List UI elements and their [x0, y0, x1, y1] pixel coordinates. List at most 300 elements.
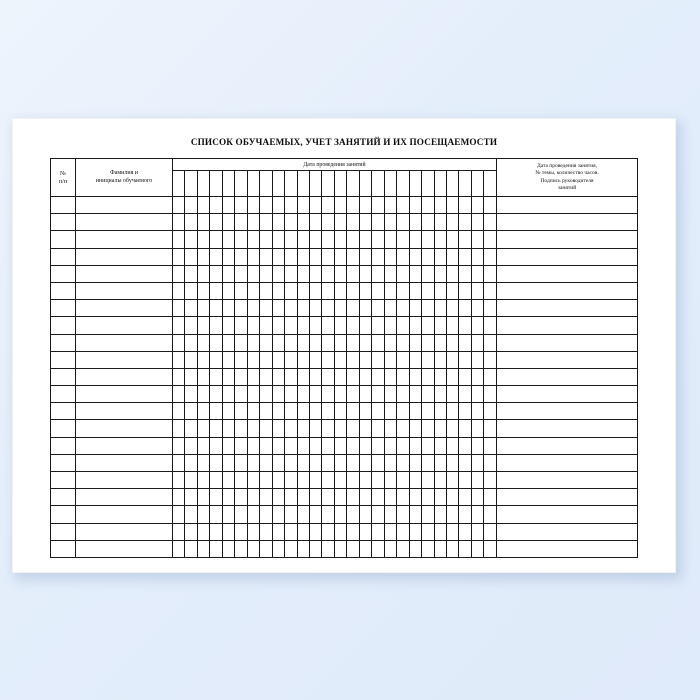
cell-attendance-mark[interactable] [471, 282, 483, 299]
cell-number[interactable] [51, 454, 76, 471]
cell-attendance-mark[interactable] [173, 540, 185, 557]
cell-attendance-mark[interactable] [197, 351, 209, 368]
cell-attendance-mark[interactable] [384, 437, 396, 454]
cell-attendance-mark[interactable] [173, 454, 185, 471]
cell-attendance-mark[interactable] [185, 214, 197, 231]
cell-attendance-mark[interactable] [285, 472, 297, 489]
cell-attendance-mark[interactable] [409, 386, 421, 403]
cell-attendance-mark[interactable] [222, 197, 234, 214]
cell-attendance-mark[interactable] [285, 437, 297, 454]
cell-lesson-note[interactable] [497, 368, 638, 385]
cell-attendance-mark[interactable] [484, 368, 497, 385]
cell-attendance-mark[interactable] [185, 540, 197, 557]
cell-attendance-mark[interactable] [422, 506, 434, 523]
cell-attendance-mark[interactable] [409, 197, 421, 214]
cell-attendance-mark[interactable] [359, 506, 371, 523]
cell-attendance-mark[interactable] [260, 386, 272, 403]
cell-attendance-mark[interactable] [185, 317, 197, 334]
cell-attendance-mark[interactable] [397, 506, 409, 523]
cell-attendance-mark[interactable] [409, 523, 421, 540]
cell-number[interactable] [51, 265, 76, 282]
cell-attendance-mark[interactable] [297, 454, 309, 471]
cell-attendance-mark[interactable] [372, 540, 384, 557]
cell-attendance-mark[interactable] [247, 351, 259, 368]
cell-attendance-mark[interactable] [372, 368, 384, 385]
cell-lesson-note[interactable] [497, 437, 638, 454]
cell-attendance-mark[interactable] [322, 386, 334, 403]
cell-number[interactable] [51, 334, 76, 351]
cell-attendance-mark[interactable] [484, 300, 497, 317]
cell-attendance-mark[interactable] [235, 197, 247, 214]
cell-attendance-mark[interactable] [222, 506, 234, 523]
cell-attendance-mark[interactable] [260, 214, 272, 231]
cell-attendance-mark[interactable] [222, 334, 234, 351]
cell-attendance-mark[interactable] [372, 282, 384, 299]
cell-attendance-mark[interactable] [297, 248, 309, 265]
cell-attendance-mark[interactable] [173, 420, 185, 437]
cell-attendance-mark[interactable] [235, 317, 247, 334]
cell-attendance-mark[interactable] [173, 523, 185, 540]
cell-attendance-mark[interactable] [409, 214, 421, 231]
cell-attendance-mark[interactable] [372, 489, 384, 506]
cell-attendance-mark[interactable] [471, 489, 483, 506]
cell-attendance-mark[interactable] [384, 265, 396, 282]
cell-attendance-mark[interactable] [197, 214, 209, 231]
cell-attendance-mark[interactable] [446, 248, 458, 265]
cell-attendance-mark[interactable] [372, 351, 384, 368]
cell-attendance-mark[interactable] [260, 265, 272, 282]
cell-attendance-mark[interactable] [260, 317, 272, 334]
cell-attendance-mark[interactable] [210, 472, 222, 489]
cell-attendance-mark[interactable] [297, 489, 309, 506]
cell-attendance-mark[interactable] [197, 265, 209, 282]
cell-attendance-mark[interactable] [285, 506, 297, 523]
cell-attendance-mark[interactable] [372, 472, 384, 489]
cell-attendance-mark[interactable] [222, 214, 234, 231]
cell-attendance-mark[interactable] [285, 420, 297, 437]
cell-attendance-mark[interactable] [247, 282, 259, 299]
cell-attendance-mark[interactable] [434, 214, 446, 231]
cell-attendance-mark[interactable] [210, 317, 222, 334]
cell-attendance-mark[interactable] [322, 368, 334, 385]
cell-attendance-mark[interactable] [322, 403, 334, 420]
cell-attendance-mark[interactable] [247, 437, 259, 454]
cell-attendance-mark[interactable] [334, 300, 346, 317]
cell-attendance-mark[interactable] [185, 386, 197, 403]
cell-attendance-mark[interactable] [446, 334, 458, 351]
cell-attendance-mark[interactable] [334, 403, 346, 420]
cell-attendance-mark[interactable] [359, 214, 371, 231]
cell-attendance-mark[interactable] [359, 523, 371, 540]
cell-attendance-mark[interactable] [446, 282, 458, 299]
cell-attendance-mark[interactable] [210, 368, 222, 385]
cell-student-name[interactable] [76, 454, 173, 471]
cell-attendance-mark[interactable] [397, 420, 409, 437]
cell-attendance-mark[interactable] [422, 265, 434, 282]
cell-attendance-mark[interactable] [322, 300, 334, 317]
cell-attendance-mark[interactable] [484, 437, 497, 454]
table-row[interactable] [51, 265, 638, 282]
cell-attendance-mark[interactable] [372, 265, 384, 282]
cell-attendance-mark[interactable] [185, 265, 197, 282]
cell-attendance-mark[interactable] [397, 540, 409, 557]
cell-attendance-mark[interactable] [322, 540, 334, 557]
cell-number[interactable] [51, 231, 76, 248]
cell-attendance-mark[interactable] [260, 300, 272, 317]
cell-attendance-mark[interactable] [459, 472, 471, 489]
cell-attendance-mark[interactable] [409, 489, 421, 506]
cell-attendance-mark[interactable] [459, 334, 471, 351]
cell-attendance-mark[interactable] [260, 454, 272, 471]
cell-attendance-mark[interactable] [235, 420, 247, 437]
cell-attendance-mark[interactable] [347, 437, 359, 454]
cell-attendance-mark[interactable] [322, 437, 334, 454]
cell-attendance-mark[interactable] [471, 454, 483, 471]
cell-attendance-mark[interactable] [210, 334, 222, 351]
cell-lesson-note[interactable] [497, 197, 638, 214]
cell-attendance-mark[interactable] [272, 282, 284, 299]
cell-student-name[interactable] [76, 437, 173, 454]
cell-attendance-mark[interactable] [235, 386, 247, 403]
table-row[interactable] [51, 523, 638, 540]
cell-attendance-mark[interactable] [471, 540, 483, 557]
cell-attendance-mark[interactable] [322, 351, 334, 368]
table-row[interactable] [51, 231, 638, 248]
cell-attendance-mark[interactable] [434, 197, 446, 214]
cell-attendance-mark[interactable] [197, 506, 209, 523]
cell-attendance-mark[interactable] [446, 214, 458, 231]
cell-attendance-mark[interactable] [397, 351, 409, 368]
table-row[interactable] [51, 386, 638, 403]
cell-attendance-mark[interactable] [173, 368, 185, 385]
cell-attendance-mark[interactable] [322, 282, 334, 299]
cell-attendance-mark[interactable] [222, 403, 234, 420]
cell-attendance-mark[interactable] [210, 248, 222, 265]
cell-attendance-mark[interactable] [359, 472, 371, 489]
cell-attendance-mark[interactable] [397, 300, 409, 317]
cell-attendance-mark[interactable] [372, 386, 384, 403]
cell-attendance-mark[interactable] [384, 317, 396, 334]
cell-attendance-mark[interactable] [222, 489, 234, 506]
cell-student-name[interactable] [76, 248, 173, 265]
cell-attendance-mark[interactable] [322, 454, 334, 471]
cell-attendance-mark[interactable] [222, 317, 234, 334]
cell-attendance-mark[interactable] [459, 214, 471, 231]
cell-attendance-mark[interactable] [397, 334, 409, 351]
cell-attendance-mark[interactable] [434, 472, 446, 489]
cell-attendance-mark[interactable] [222, 420, 234, 437]
cell-attendance-mark[interactable] [471, 334, 483, 351]
cell-number[interactable] [51, 248, 76, 265]
cell-attendance-mark[interactable] [210, 420, 222, 437]
cell-attendance-mark[interactable] [197, 437, 209, 454]
cell-attendance-mark[interactable] [459, 403, 471, 420]
table-row[interactable] [51, 282, 638, 299]
cell-attendance-mark[interactable] [347, 351, 359, 368]
cell-attendance-mark[interactable] [285, 231, 297, 248]
table-row[interactable] [51, 454, 638, 471]
cell-attendance-mark[interactable] [322, 197, 334, 214]
cell-attendance-mark[interactable] [260, 368, 272, 385]
cell-attendance-mark[interactable] [247, 420, 259, 437]
cell-attendance-mark[interactable] [397, 368, 409, 385]
cell-attendance-mark[interactable] [359, 489, 371, 506]
cell-attendance-mark[interactable] [446, 506, 458, 523]
cell-attendance-mark[interactable] [197, 454, 209, 471]
cell-attendance-mark[interactable] [235, 214, 247, 231]
cell-attendance-mark[interactable] [409, 334, 421, 351]
cell-attendance-mark[interactable] [422, 437, 434, 454]
cell-attendance-mark[interactable] [459, 317, 471, 334]
cell-attendance-mark[interactable] [484, 403, 497, 420]
cell-attendance-mark[interactable] [459, 351, 471, 368]
cell-attendance-mark[interactable] [409, 437, 421, 454]
cell-attendance-mark[interactable] [384, 472, 396, 489]
cell-attendance-mark[interactable] [297, 282, 309, 299]
cell-attendance-mark[interactable] [222, 386, 234, 403]
cell-attendance-mark[interactable] [309, 214, 321, 231]
cell-attendance-mark[interactable] [409, 248, 421, 265]
cell-attendance-mark[interactable] [272, 420, 284, 437]
cell-number[interactable] [51, 506, 76, 523]
cell-attendance-mark[interactable] [272, 472, 284, 489]
cell-attendance-mark[interactable] [372, 231, 384, 248]
cell-attendance-mark[interactable] [272, 231, 284, 248]
cell-attendance-mark[interactable] [484, 197, 497, 214]
cell-attendance-mark[interactable] [247, 386, 259, 403]
cell-attendance-mark[interactable] [235, 368, 247, 385]
cell-attendance-mark[interactable] [173, 282, 185, 299]
cell-attendance-mark[interactable] [372, 317, 384, 334]
cell-attendance-mark[interactable] [397, 265, 409, 282]
cell-attendance-mark[interactable] [173, 300, 185, 317]
cell-attendance-mark[interactable] [297, 197, 309, 214]
cell-attendance-mark[interactable] [334, 386, 346, 403]
cell-attendance-mark[interactable] [397, 231, 409, 248]
cell-attendance-mark[interactable] [247, 489, 259, 506]
cell-attendance-mark[interactable] [372, 300, 384, 317]
cell-attendance-mark[interactable] [446, 489, 458, 506]
cell-attendance-mark[interactable] [409, 506, 421, 523]
cell-attendance-mark[interactable] [309, 248, 321, 265]
cell-attendance-mark[interactable] [222, 248, 234, 265]
cell-lesson-note[interactable] [497, 248, 638, 265]
cell-attendance-mark[interactable] [372, 437, 384, 454]
cell-attendance-mark[interactable] [272, 334, 284, 351]
cell-lesson-note[interactable] [497, 420, 638, 437]
cell-attendance-mark[interactable] [247, 300, 259, 317]
cell-attendance-mark[interactable] [272, 248, 284, 265]
cell-attendance-mark[interactable] [235, 437, 247, 454]
cell-lesson-note[interactable] [497, 523, 638, 540]
cell-attendance-mark[interactable] [334, 351, 346, 368]
cell-attendance-mark[interactable] [359, 248, 371, 265]
cell-student-name[interactable] [76, 489, 173, 506]
table-row[interactable] [51, 472, 638, 489]
cell-attendance-mark[interactable] [484, 351, 497, 368]
cell-student-name[interactable] [76, 420, 173, 437]
cell-attendance-mark[interactable] [334, 489, 346, 506]
cell-attendance-mark[interactable] [347, 523, 359, 540]
cell-attendance-mark[interactable] [222, 472, 234, 489]
cell-attendance-mark[interactable] [397, 403, 409, 420]
cell-attendance-mark[interactable] [422, 523, 434, 540]
cell-attendance-mark[interactable] [459, 231, 471, 248]
cell-attendance-mark[interactable] [260, 231, 272, 248]
cell-attendance-mark[interactable] [197, 248, 209, 265]
cell-attendance-mark[interactable] [309, 523, 321, 540]
cell-attendance-mark[interactable] [359, 403, 371, 420]
cell-attendance-mark[interactable] [384, 454, 396, 471]
cell-attendance-mark[interactable] [297, 231, 309, 248]
cell-number[interactable] [51, 368, 76, 385]
cell-attendance-mark[interactable] [272, 403, 284, 420]
cell-attendance-mark[interactable] [422, 472, 434, 489]
cell-attendance-mark[interactable] [185, 420, 197, 437]
cell-student-name[interactable] [76, 403, 173, 420]
cell-student-name[interactable] [76, 197, 173, 214]
cell-attendance-mark[interactable] [285, 248, 297, 265]
cell-attendance-mark[interactable] [247, 317, 259, 334]
cell-attendance-mark[interactable] [446, 437, 458, 454]
cell-attendance-mark[interactable] [459, 265, 471, 282]
cell-attendance-mark[interactable] [272, 351, 284, 368]
cell-attendance-mark[interactable] [359, 231, 371, 248]
cell-attendance-mark[interactable] [334, 197, 346, 214]
cell-attendance-mark[interactable] [434, 265, 446, 282]
cell-attendance-mark[interactable] [384, 540, 396, 557]
cell-attendance-mark[interactable] [434, 334, 446, 351]
cell-attendance-mark[interactable] [222, 523, 234, 540]
cell-attendance-mark[interactable] [334, 248, 346, 265]
cell-attendance-mark[interactable] [471, 214, 483, 231]
cell-attendance-mark[interactable] [173, 437, 185, 454]
cell-attendance-mark[interactable] [297, 265, 309, 282]
cell-attendance-mark[interactable] [359, 334, 371, 351]
cell-attendance-mark[interactable] [247, 368, 259, 385]
cell-attendance-mark[interactable] [210, 214, 222, 231]
cell-attendance-mark[interactable] [372, 403, 384, 420]
cell-attendance-mark[interactable] [210, 506, 222, 523]
cell-attendance-mark[interactable] [173, 386, 185, 403]
cell-attendance-mark[interactable] [260, 197, 272, 214]
cell-attendance-mark[interactable] [446, 540, 458, 557]
cell-attendance-mark[interactable] [185, 368, 197, 385]
cell-attendance-mark[interactable] [210, 197, 222, 214]
cell-attendance-mark[interactable] [260, 351, 272, 368]
cell-attendance-mark[interactable] [272, 386, 284, 403]
cell-lesson-note[interactable] [497, 265, 638, 282]
cell-attendance-mark[interactable] [471, 300, 483, 317]
cell-attendance-mark[interactable] [309, 351, 321, 368]
cell-attendance-mark[interactable] [285, 214, 297, 231]
cell-attendance-mark[interactable] [359, 265, 371, 282]
cell-attendance-mark[interactable] [484, 472, 497, 489]
cell-attendance-mark[interactable] [185, 351, 197, 368]
cell-attendance-mark[interactable] [173, 197, 185, 214]
cell-attendance-mark[interactable] [459, 248, 471, 265]
cell-attendance-mark[interactable] [210, 265, 222, 282]
cell-attendance-mark[interactable] [309, 368, 321, 385]
cell-attendance-mark[interactable] [347, 454, 359, 471]
cell-attendance-mark[interactable] [471, 386, 483, 403]
cell-attendance-mark[interactable] [384, 506, 396, 523]
cell-attendance-mark[interactable] [446, 386, 458, 403]
cell-attendance-mark[interactable] [309, 403, 321, 420]
cell-attendance-mark[interactable] [309, 506, 321, 523]
cell-attendance-mark[interactable] [297, 420, 309, 437]
cell-attendance-mark[interactable] [434, 368, 446, 385]
cell-attendance-mark[interactable] [422, 351, 434, 368]
cell-attendance-mark[interactable] [471, 420, 483, 437]
cell-number[interactable] [51, 197, 76, 214]
cell-attendance-mark[interactable] [446, 403, 458, 420]
cell-attendance-mark[interactable] [309, 437, 321, 454]
cell-attendance-mark[interactable] [347, 420, 359, 437]
cell-attendance-mark[interactable] [359, 351, 371, 368]
cell-attendance-mark[interactable] [222, 351, 234, 368]
cell-attendance-mark[interactable] [347, 265, 359, 282]
cell-attendance-mark[interactable] [334, 420, 346, 437]
cell-attendance-mark[interactable] [459, 506, 471, 523]
cell-attendance-mark[interactable] [334, 540, 346, 557]
cell-attendance-mark[interactable] [309, 300, 321, 317]
cell-attendance-mark[interactable] [235, 282, 247, 299]
cell-attendance-mark[interactable] [459, 386, 471, 403]
cell-attendance-mark[interactable] [384, 489, 396, 506]
cell-attendance-mark[interactable] [471, 197, 483, 214]
cell-attendance-mark[interactable] [446, 231, 458, 248]
cell-attendance-mark[interactable] [484, 282, 497, 299]
cell-attendance-mark[interactable] [446, 197, 458, 214]
cell-attendance-mark[interactable] [334, 334, 346, 351]
cell-attendance-mark[interactable] [459, 437, 471, 454]
cell-attendance-mark[interactable] [297, 214, 309, 231]
cell-attendance-mark[interactable] [372, 334, 384, 351]
cell-attendance-mark[interactable] [334, 506, 346, 523]
cell-attendance-mark[interactable] [434, 540, 446, 557]
cell-attendance-mark[interactable] [397, 214, 409, 231]
cell-attendance-mark[interactable] [197, 368, 209, 385]
cell-attendance-mark[interactable] [260, 420, 272, 437]
cell-student-name[interactable] [76, 351, 173, 368]
cell-attendance-mark[interactable] [334, 523, 346, 540]
cell-attendance-mark[interactable] [397, 282, 409, 299]
cell-attendance-mark[interactable] [434, 454, 446, 471]
cell-student-name[interactable] [76, 265, 173, 282]
cell-attendance-mark[interactable] [173, 214, 185, 231]
cell-attendance-mark[interactable] [197, 523, 209, 540]
cell-number[interactable] [51, 386, 76, 403]
cell-attendance-mark[interactable] [197, 317, 209, 334]
cell-attendance-mark[interactable] [434, 403, 446, 420]
cell-attendance-mark[interactable] [422, 386, 434, 403]
cell-attendance-mark[interactable] [309, 420, 321, 437]
cell-attendance-mark[interactable] [210, 437, 222, 454]
table-row[interactable] [51, 214, 638, 231]
cell-attendance-mark[interactable] [185, 472, 197, 489]
cell-attendance-mark[interactable] [434, 300, 446, 317]
cell-attendance-mark[interactable] [197, 540, 209, 557]
cell-attendance-mark[interactable] [309, 386, 321, 403]
cell-attendance-mark[interactable] [297, 540, 309, 557]
cell-attendance-mark[interactable] [272, 454, 284, 471]
table-row[interactable] [51, 420, 638, 437]
cell-attendance-mark[interactable] [235, 300, 247, 317]
cell-attendance-mark[interactable] [235, 540, 247, 557]
cell-attendance-mark[interactable] [422, 214, 434, 231]
cell-attendance-mark[interactable] [222, 282, 234, 299]
